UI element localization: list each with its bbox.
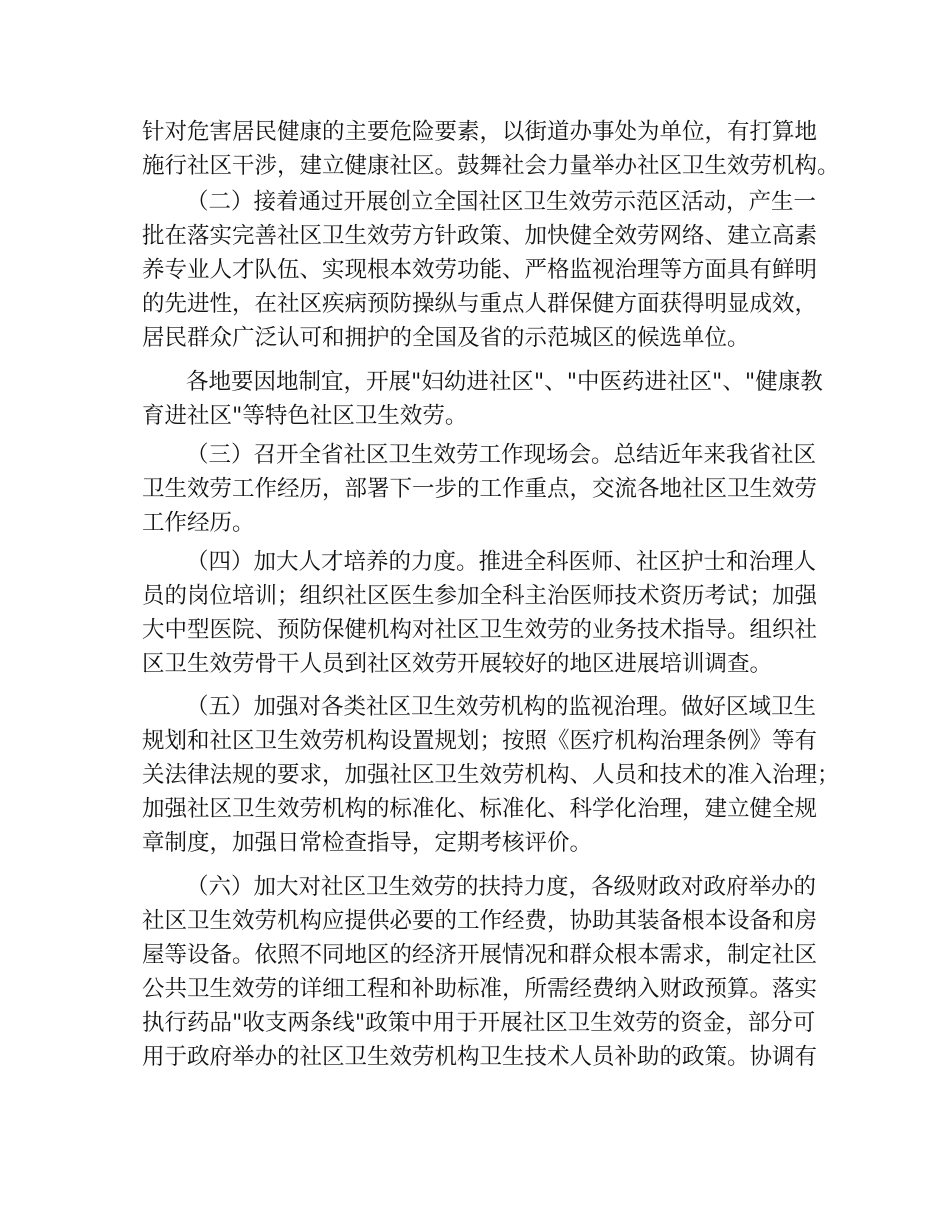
text-line: 区卫生效劳骨干人员到社区效劳开展较好的地区进展培训调查。 — [142, 651, 773, 677]
text-line: 的先进性，在社区疾病预防操纵与重点人群保健方面获得明显成效， — [142, 291, 818, 317]
text-line: 加强社区卫生效劳机构的标准化、标准化、科学化治理，建立健全规 — [142, 796, 818, 822]
text-line: 养专业人才队伍、实现根本效劳功能、严格监视治理等方面具有鲜明 — [142, 257, 818, 283]
text-line: （四）加大人才培养的力度。推进全科医师、社区护士和治理人 — [186, 549, 817, 575]
text-line: （五）加强对各类社区卫生效劳机构的监视治理。做好区域卫生 — [186, 694, 817, 720]
text-line: 员的岗位培训；组织社区医生参加全科主治医师技术资历考试；加强 — [142, 583, 818, 609]
text-line: 施行社区干涉，建立健康社区。鼓舞社会力量举办社区卫生效劳机构。 — [142, 153, 840, 179]
text-line: 章制度，加强日常检查指导，定期考核评价。 — [142, 830, 593, 856]
text-line: 关法律法规的要求，加强社区卫生效劳机构、人员和技术的准入治理； — [142, 762, 840, 788]
text-line: 卫生效劳工作经历，部署下一步的工作重点，交流各地社区卫生效劳 — [142, 476, 818, 502]
text-line: 社区卫生效劳机构应提供必要的工作经费，协助其装备根本设备和房 — [142, 908, 818, 934]
text-line: 批在落实完善社区卫生效劳方针政策、加快健全效劳网络、建立高素 — [142, 223, 818, 249]
text-line: 工作经历。 — [142, 510, 255, 536]
text-line: （二）接着通过开展创立全国社区卫生效劳示范区活动，产生一 — [186, 189, 817, 215]
text-line: 规划和社区卫生效劳机构设置规划；按照《医疗机构治理条例》等有 — [142, 728, 818, 754]
text-line: 针对危害居民健康的主要危险要素，以街道办事处为单位，有打算地 — [142, 119, 818, 145]
text-line: 用于政府举办的社区卫生效劳机构卫生技术人员补助的政策。协调有 — [142, 1044, 818, 1070]
text-line: 大中型医院、预防保健机构对社区卫生效劳的业务技术指导。组织社 — [142, 617, 818, 643]
text-line: （三）召开全省社区卫生效劳工作现场会。总结近年来我省社区 — [186, 442, 817, 468]
text-line: 屋等设备。依照不同地区的经济开展情况和群众根本需求，制定社区 — [142, 942, 818, 968]
text-line: （六）加大对社区卫生效劳的扶持力度，各级财政对政府举办的 — [186, 874, 817, 900]
text-line: 育进社区"等特色社区卫生效劳。 — [142, 403, 468, 429]
text-line: 执行药品"收支两条线"政策中用于开展社区卫生效劳的资金，部分可 — [142, 1010, 816, 1036]
text-line: 各地要因地制宜，开展"妇幼进社区"、"中医药进社区"、"健康教 — [186, 369, 823, 395]
text-line: 居民群众广泛认可和拥护的全国及省的示范城区的候选单位。 — [142, 325, 750, 351]
text-line: 公共卫生效劳的详细工程和补助标准，所需经费纳入财政预算。落实 — [142, 976, 818, 1002]
